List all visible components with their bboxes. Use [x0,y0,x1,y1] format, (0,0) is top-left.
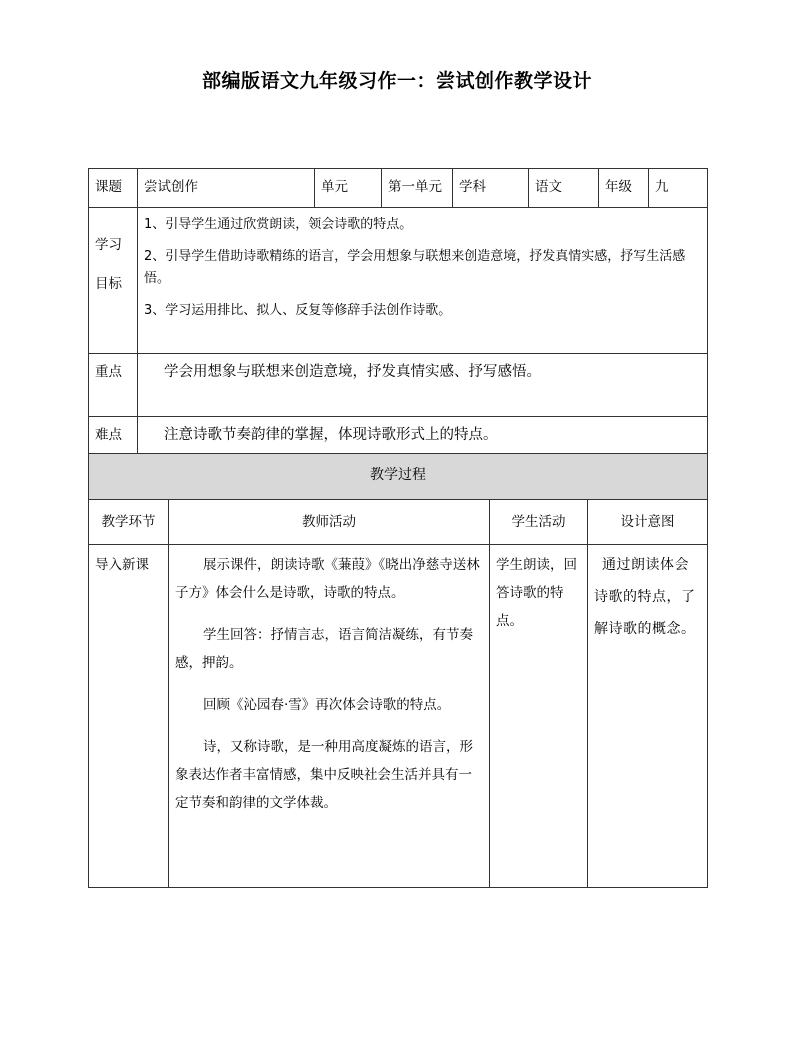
column-header-stage: 教学环节 [89,500,169,545]
subject-label: 学科 [453,169,529,208]
goals-label-line-1: 学习 [95,237,122,253]
teacher-paragraph: 展示课件，朗读诗歌《蒹葭》《晓出净慈寺送林子方》体会什么是诗歌，诗歌的特点。 [175,557,480,601]
table-row [89,545,708,888]
topic-row [89,169,708,208]
subject-value: 语文 [529,169,599,208]
topic-value: 尝试创作 [138,169,315,208]
key-row [89,354,708,417]
goal-item: 1、引导学生通过欣赏朗读，领会诗歌的特点。 [144,217,413,232]
stage-cell: 导入新课 [89,545,169,888]
process-header-row [89,454,708,500]
difficulty-value: 注意诗歌节奏韵律的掌握，体现诗歌形式上的特点。 [138,417,708,457]
process-header: 教学过程 [89,454,708,500]
column-header-teacher: 教师活动 [169,500,490,545]
column-header-student: 学生活动 [490,500,588,545]
goals-label [89,208,138,354]
goals-row [89,208,708,354]
goals-list [138,208,708,354]
design-intent-cell: 通过朗读体会诗歌的特点，了解诗歌的概念。 [588,545,708,888]
goal-item: 2、引导学生借助诗歌精练的语言，学会用想象与联想来创造意境，抒发真情实感，抒写生活感悟。 [144,249,686,286]
difficulty-label: 难点 [89,417,138,457]
key-label: 重点 [89,354,138,417]
teacher-paragraph: 回顾《沁园春·雪》再次体会诗歌的特点。 [203,697,451,713]
difficulty-row [89,417,708,457]
teacher-paragraph: 学生回答：抒情言志，语言简洁凝练，有节奏感，押韵。 [175,627,473,671]
topic-label: 课题 [89,169,138,208]
unit-label: 单元 [315,169,382,208]
goals-label-line-2: 目标 [95,276,122,292]
key-value: 学会用想象与联想来创造意境，抒发真情实感、抒写感悟。 [138,354,708,417]
teacher-activity-cell [169,545,490,888]
teaching-process-table [88,453,708,888]
student-activity-cell: 学生朗读，回答诗歌的特点。 [490,545,588,888]
teacher-paragraph: 诗，又称诗歌，是一种用高度凝炼的语言，形象表达作者丰富情感，集中反映社会生活并具有一定节奏和韵律的文学体裁。 [175,739,473,811]
lesson-info-table [88,168,708,457]
column-header-intent: 设计意图 [588,500,708,545]
grade-label: 年级 [599,169,649,208]
column-header-row [89,500,708,545]
document-title: 部编版语文九年级习作一：尝试创作教学设计 [201,70,592,92]
unit-value: 第一单元 [382,169,453,208]
grade-value: 九 [649,169,708,208]
goal-item: 3、学习运用排比、拟人、反复等修辞手法创作诗歌。 [144,303,452,318]
